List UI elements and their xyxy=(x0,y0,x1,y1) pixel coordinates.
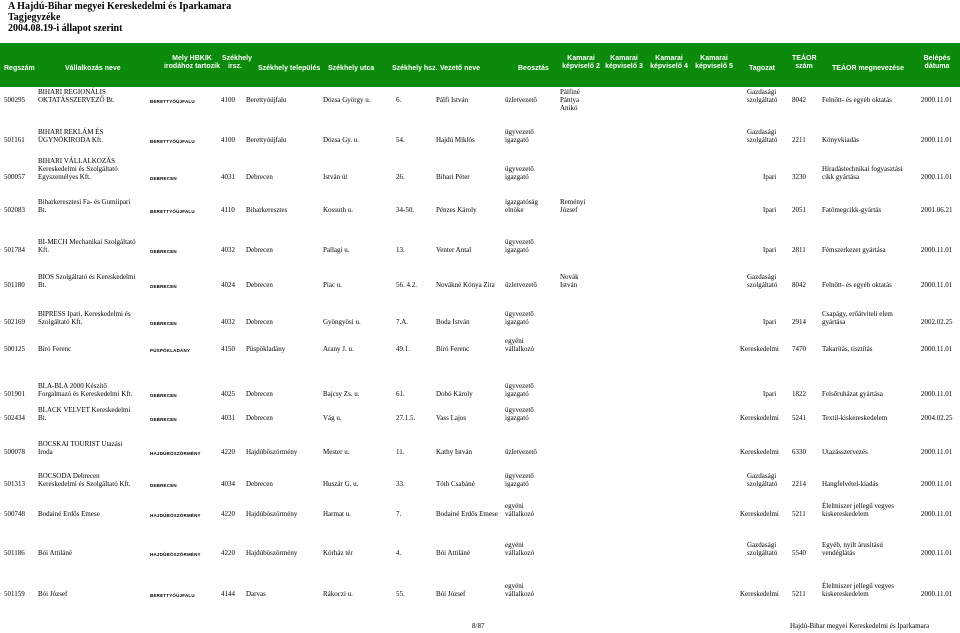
cell-tagozat: Ipari xyxy=(763,173,777,181)
col-szekhely-irsz: Székhely irsz. xyxy=(222,55,252,70)
cell-hsz: 33. xyxy=(396,480,405,488)
cell-regszam: 501159 xyxy=(4,590,25,598)
cell-tagozat: Kereskedelmi xyxy=(740,590,779,598)
cell-tagozat: szolgáltató xyxy=(747,549,778,557)
cell-vallalkozas-neve: Egyszemélyes Kft. xyxy=(38,173,91,181)
table-row xyxy=(0,472,960,494)
cell-belepes: 2004.02.25 xyxy=(921,414,953,422)
cell-teor-szam: 5211 xyxy=(792,510,806,518)
cell-regszam: 501161 xyxy=(4,136,25,144)
cell-beosztas: vállalkozó xyxy=(505,345,535,353)
cell-iroda: BERETTYÓÚJFALU xyxy=(150,99,195,104)
cell-irsz: 4031 xyxy=(221,414,235,422)
cell-telepules: Debrecen xyxy=(246,414,273,422)
cell-regszam: 501901 xyxy=(4,390,25,398)
cell-telepules: Debrecen xyxy=(246,318,273,326)
cell-beosztas: igazgató xyxy=(505,390,529,398)
cell-iroda: DEBRECEN xyxy=(150,176,177,181)
cell-irsz: 4025 xyxy=(221,390,235,398)
cell-iroda: DEBRECEN xyxy=(150,284,177,289)
cell-beosztas: igazgató xyxy=(505,414,529,422)
cell-vallalkozas-neve: BI-MECH Mechanikai Szolgáltató xyxy=(38,238,136,246)
cell-beosztas: ügyvezető xyxy=(505,238,534,246)
table-row xyxy=(0,582,960,612)
cell-hsz: 4. xyxy=(396,549,402,557)
cell-tagozat: Gazdasági xyxy=(747,128,777,136)
cell-telepules: Berettyóújfalu xyxy=(246,136,287,144)
cell-utca: Kossuth u. xyxy=(323,206,353,214)
col-szekhely-telepules: Székhely település xyxy=(258,65,321,72)
cell-hsz: 7. xyxy=(396,510,402,518)
cell-vallalkozas-neve: BIPRESS Ipari, Kereskedelmi és xyxy=(38,310,131,318)
cell-beosztas: igazgató xyxy=(505,246,529,254)
cell-irsz: 4110 xyxy=(221,206,235,214)
cell-telepules: Debrecen xyxy=(246,480,273,488)
cell-tagozat: Gazdasági xyxy=(747,472,777,480)
cell-vallalkozas-neve: BIHARI REKLÁM ÉS xyxy=(38,128,104,136)
cell-regszam: 502434 xyxy=(4,414,25,422)
cell-vallalkozas-neve: BIHARI REGIONÁLIS xyxy=(38,88,106,96)
cell-regszam: 502083 xyxy=(4,206,25,214)
col-tagozat: Tagozat xyxy=(749,65,775,72)
cell-beosztas: ügyvezető xyxy=(505,382,534,390)
col-kepviselo-3: Kamarai képviselő 3 xyxy=(605,55,643,70)
table-row xyxy=(0,406,960,428)
cell-telepules: Darvas xyxy=(246,590,266,598)
table-row xyxy=(0,88,960,110)
cell-teor-megnevezes: Élelmiszer jellegű vegyes xyxy=(822,582,894,590)
cell-kepviselo: Pántya xyxy=(560,96,580,104)
cell-iroda: BERETTYÓÚJFALU xyxy=(150,209,195,214)
cell-beosztas: egyéni xyxy=(505,582,524,590)
table-row xyxy=(0,541,960,571)
col-szekhely-utca: Székhely utca xyxy=(328,65,375,72)
col-beosztas: Beosztás xyxy=(518,65,549,72)
cell-irsz: 4100 xyxy=(221,96,235,104)
cell-utca: Piac u. xyxy=(323,281,343,289)
cell-kepviselo: Anikó xyxy=(560,104,578,112)
cell-telepules: Püspökladány xyxy=(246,345,286,353)
cell-tagozat: Kereskedelmi xyxy=(740,510,779,518)
cell-teor-szam: 1822 xyxy=(792,390,806,398)
cell-vallalkozas-neve: BIHARI VÁLLALKOZÁS xyxy=(38,157,116,165)
cell-vezeto: Bihari Péter xyxy=(436,173,470,181)
cell-teor-szam: 8042 xyxy=(792,281,806,289)
cell-vallalkozas-neve: Bt. xyxy=(38,414,47,422)
cell-regszam: 501186 xyxy=(4,549,25,557)
cell-vallalkozas-neve: Kereskedelmi és Szolgáltató xyxy=(38,165,118,173)
cell-belepes: 2000.11.01 xyxy=(921,590,953,598)
cell-teor-megnevezes: Hangfelvétel-kiadás xyxy=(822,480,879,488)
cell-belepes: 2000.11.01 xyxy=(921,549,953,557)
cell-teor-megnevezes: vendéglátás xyxy=(822,549,856,557)
cell-telepules: Berettyóújfalu xyxy=(246,96,287,104)
cell-teor-szam: 2211 xyxy=(792,136,806,144)
cell-vezeto: Boda István xyxy=(436,318,470,326)
cell-irsz: 4024 xyxy=(221,281,235,289)
cell-utca: Arany J. u. xyxy=(323,345,354,353)
cell-hsz: 13. xyxy=(396,246,405,254)
cell-vezeto: Hajdú Miklós xyxy=(436,136,475,144)
cell-vezeto: Tóth Csabáné xyxy=(436,480,475,488)
cell-irsz: 4150 xyxy=(221,345,235,353)
cell-iroda: HAJDÚBÖSZÖRMÉNY xyxy=(150,451,201,456)
cell-irsz: 4032 xyxy=(221,246,235,254)
cell-belepes: 2000.11.01 xyxy=(921,345,953,353)
cell-iroda: BERETTYÓÚJFALU xyxy=(150,593,195,598)
cell-utca: Kórház tér xyxy=(323,549,353,557)
cell-beosztas: igazgatóság xyxy=(505,198,539,206)
cell-teor-megnevezes: cikk gyártása xyxy=(822,173,860,181)
cell-teor-megnevezes: Felnőtt- és egyéb oktatás xyxy=(822,281,892,289)
cell-teor-szam: 7470 xyxy=(792,345,806,353)
table-row xyxy=(0,382,960,404)
cell-regszam: 500125 xyxy=(4,345,25,353)
cell-belepes: 2000.11.01 xyxy=(921,448,953,456)
cell-vezeto: Venter Antal xyxy=(436,246,472,254)
cell-iroda: HAJDÚBÖSZÖRMÉNY xyxy=(150,552,201,557)
cell-teor-szam: 3230 xyxy=(792,173,806,181)
cell-teor-megnevezes: Felnőtt- és egyéb oktatás xyxy=(822,96,892,104)
cell-teor-megnevezes: kiskereskedelem xyxy=(822,510,869,518)
cell-tagozat: szolgáltató xyxy=(747,96,778,104)
cell-teor-megnevezes: Textil-kiskereskedelem xyxy=(822,414,888,422)
cell-telepules: Debrecen xyxy=(246,246,273,254)
cell-vezeto: Dobó Károly xyxy=(436,390,473,398)
table-row xyxy=(0,157,960,187)
cell-beosztas: igazgató xyxy=(505,318,529,326)
col-vezeto-neve: Vezető neve xyxy=(440,65,481,72)
cell-belepes: 2001.06.21 xyxy=(921,206,953,214)
cell-teor-szam: 6330 xyxy=(792,448,806,456)
cell-iroda: PÜSPÖKLADÁNY xyxy=(150,348,191,353)
cell-kepviselo: Novák xyxy=(560,273,579,281)
table-row xyxy=(0,198,960,220)
cell-beosztas: igazgató xyxy=(505,173,529,181)
col-teor-megnevezes: TEÁOR megnevezése xyxy=(832,65,904,72)
cell-teor-megnevezes: Fémszerkezet gyártása xyxy=(822,246,886,254)
cell-vezeto: Bói József xyxy=(436,590,466,598)
cell-beosztas: ügyvezető xyxy=(505,310,534,318)
cell-iroda: DEBRECEN xyxy=(150,393,177,398)
cell-vallalkozas-neve: Bt. xyxy=(38,206,47,214)
cell-beosztas: üzletvezető xyxy=(505,448,537,456)
cell-teor-szam: 8042 xyxy=(792,96,806,104)
page-number: 8/87 xyxy=(472,622,485,630)
cell-iroda: BERETTYÓÚJFALU xyxy=(150,139,195,144)
col-hbkik-iroda: Mely HBKIK irodához tartozik xyxy=(163,55,220,70)
cell-vallalkozas-neve: Bói József xyxy=(38,590,68,598)
cell-hsz: 6. xyxy=(396,96,402,104)
cell-vezeto: Bodainé Erdős Emese xyxy=(436,510,498,518)
cell-regszam: 501313 xyxy=(4,480,25,488)
cell-teor-megnevezes: Csapágy, erőátviteli elem xyxy=(822,310,893,318)
cell-utca: Mester u. xyxy=(323,448,350,456)
cell-vallalkozas-neve: BIOS Szolgáltató és Kereskedelmi xyxy=(38,273,136,281)
col-szekhely-hsz: Székhely hsz. xyxy=(392,65,438,72)
col-kepviselo-5: Kamarai képviselő 5 xyxy=(695,55,733,70)
cell-telepules: Debrecen xyxy=(246,281,273,289)
col-belepes-datuma: Belépés dátuma xyxy=(923,55,951,70)
cell-beosztas: üzletvezető xyxy=(505,281,537,289)
cell-telepules: Biharkeresztes xyxy=(246,206,288,214)
cell-tagozat: szolgáltató xyxy=(747,136,778,144)
cell-beosztas: egyéni xyxy=(505,541,524,549)
cell-beosztas: ügyvezető xyxy=(505,472,534,480)
title-line-3: 2004.08.19-i állapot szerint xyxy=(8,23,123,34)
cell-irsz: 4034 xyxy=(221,480,235,488)
cell-vezeto: Pálfi István xyxy=(436,96,469,104)
cell-vezeto: Bói Attiláné xyxy=(436,549,471,557)
cell-teor-szam: 2214 xyxy=(792,480,806,488)
cell-tagozat: Ipari xyxy=(763,318,777,326)
cell-iroda: HAJDÚBÖSZÖRMÉNY xyxy=(150,513,201,518)
cell-beosztas: egyéni xyxy=(505,337,524,345)
cell-regszam: 501180 xyxy=(4,281,25,289)
cell-vallalkozas-neve: Forgalmazó és Kereskedelmi Kft. xyxy=(38,390,133,398)
cell-iroda: DEBRECEN xyxy=(150,417,177,422)
cell-regszam: 500078 xyxy=(4,448,25,456)
cell-vezeto: Vass Lajos xyxy=(436,414,467,422)
cell-irsz: 4220 xyxy=(221,510,235,518)
cell-beosztas: ügyvezető xyxy=(505,128,534,136)
cell-vallalkozas-neve: Biharkeresztesi Fa- és Gumiipari xyxy=(38,198,131,206)
cell-belepes: 2000.11.01 xyxy=(921,136,953,144)
cell-kepviselo: Pálfiné xyxy=(560,88,580,96)
cell-regszam: 502169 xyxy=(4,318,25,326)
cell-vallalkozas-neve: Bíró Ferenc xyxy=(38,345,72,353)
cell-kepviselo: Reményi xyxy=(560,198,586,206)
cell-vallalkozas-neve: Iroda xyxy=(38,448,53,456)
cell-iroda: DEBRECEN xyxy=(150,483,177,488)
cell-tagozat: Ipari xyxy=(763,390,777,398)
cell-belepes: 2000.11.01 xyxy=(921,390,953,398)
cell-beosztas: vállalkozó xyxy=(505,549,535,557)
cell-irsz: 4031 xyxy=(221,173,235,181)
cell-telepules: Hajdúböszörmény xyxy=(246,448,298,456)
cell-tagozat: Kereskedelmi xyxy=(740,414,779,422)
cell-belepes: 2000.11.01 xyxy=(921,96,953,104)
cell-vezeto: Bíró Ferenc xyxy=(436,345,470,353)
cell-teor-megnevezes: Egyéb, nyilt árusítású xyxy=(822,541,883,549)
cell-utca: Pallagi u. xyxy=(323,246,350,254)
cell-teor-szam: 5211 xyxy=(792,590,806,598)
cell-vallalkozas-neve: Bói Attiláné xyxy=(38,549,73,557)
cell-regszam: 500295 xyxy=(4,96,25,104)
cell-beosztas: elnöke xyxy=(505,206,524,214)
col-kepviselo-2: Kamarai képviselő 2 xyxy=(562,55,600,70)
cell-teor-szam: 2811 xyxy=(792,246,806,254)
cell-vallalkozas-neve: Kft. xyxy=(38,246,50,254)
cell-vallalkozas-neve: OKTATÁSSZERVEZŐ Bt. xyxy=(38,96,115,104)
cell-vallalkozas-neve: Bodainé Erdős Emese xyxy=(38,510,100,518)
cell-irsz: 4220 xyxy=(221,448,235,456)
cell-hsz: 27.1.5. xyxy=(396,414,416,422)
cell-utca: Rákoczi u. xyxy=(323,590,353,598)
cell-vezeto: Pénzes Károly xyxy=(436,206,477,214)
cell-tagozat: Ipari xyxy=(763,246,777,254)
cell-teor-megnevezes: gyártása xyxy=(822,318,846,326)
cell-belepes: 2000.11.01 xyxy=(921,246,953,254)
cell-teor-megnevezes: Híradástechnikai fogyasztási xyxy=(822,165,903,173)
col-vallalkozas-neve: Vállalkozás neve xyxy=(65,65,121,72)
cell-kepviselo: József xyxy=(560,206,578,214)
col-teor-szam: TEÁOR szám xyxy=(792,55,817,70)
cell-irsz: 4144 xyxy=(221,590,235,598)
cell-telepules: Debrecen xyxy=(246,173,273,181)
cell-beosztas: igazgató xyxy=(505,480,529,488)
cell-beosztas: egyéni xyxy=(505,502,524,510)
cell-vallalkozas-neve: ÜGYNÖKIRODA Kft. xyxy=(38,136,103,144)
cell-teor-szam: 2914 xyxy=(792,318,806,326)
cell-hsz: 56. 4.2. xyxy=(396,281,417,289)
cell-vallalkozas-neve: Szolgáltató Kft. xyxy=(38,318,83,326)
footer-org: Hajdú-Bihar megyei Kereskedelmi és Iparkamara xyxy=(790,622,930,630)
cell-tagozat: Ipari xyxy=(763,206,777,214)
cell-utca: Gyöngyösi u. xyxy=(323,318,361,326)
cell-vallalkozas-neve: BOCSKAI TOURIST Utazási xyxy=(38,440,123,448)
cell-vallalkozas-neve: BOCSODA Debrecen xyxy=(38,472,100,480)
cell-utca: Huszár G. u. xyxy=(323,480,359,488)
cell-tagozat: Gazdasági xyxy=(747,541,777,549)
title-line-2: Tagjegyzéke xyxy=(8,12,61,23)
cell-tagozat: szolgáltató xyxy=(747,281,778,289)
cell-teor-megnevezes: Felsőruházat gyártása xyxy=(822,390,883,398)
cell-belepes: 2000.11.01 xyxy=(921,281,953,289)
cell-teor-szam: 5241 xyxy=(792,414,806,422)
cell-telepules: Hajdúböszörmény xyxy=(246,549,298,557)
col-regszam: Regszám xyxy=(4,65,35,72)
cell-beosztas: vállalkozó xyxy=(505,590,535,598)
cell-regszam: 500057 xyxy=(4,173,25,181)
cell-teor-szam: 2051 xyxy=(792,206,806,214)
cell-tagozat: Gazdasági xyxy=(747,273,777,281)
cell-tagozat: Gazdasági xyxy=(747,88,777,96)
cell-telepules: Hajdúböszörmény xyxy=(246,510,298,518)
cell-hsz: 26. xyxy=(396,173,405,181)
cell-irsz: 4220 xyxy=(221,549,235,557)
cell-teor-szam: 5540 xyxy=(792,549,806,557)
cell-irsz: 4100 xyxy=(221,136,235,144)
col-kepviselo-4: Kamarai képviselő 4 xyxy=(650,55,688,70)
table-row xyxy=(0,310,960,332)
cell-hsz: 11. xyxy=(396,448,405,456)
title-line-1: A Hajdú-Bihar megyei Kereskedelmi és Iparkamara xyxy=(8,1,232,12)
cell-beosztas: ügyvezető xyxy=(505,165,534,173)
table-row xyxy=(0,128,960,150)
table-row xyxy=(0,502,960,532)
cell-beosztas: vállalkozó xyxy=(505,510,535,518)
cell-telepules: Debrecen xyxy=(246,390,273,398)
cell-hsz: 7.A. xyxy=(396,318,409,326)
cell-teor-megnevezes: Utazásszervezés xyxy=(822,448,868,456)
cell-hsz: 54. xyxy=(396,136,405,144)
cell-regszam: 501784 xyxy=(4,246,25,254)
cell-tagozat: Kereskedelmi xyxy=(740,345,779,353)
cell-utca: Harmat u. xyxy=(323,510,351,518)
cell-teor-megnevezes: Könyvkiadás xyxy=(822,136,859,144)
cell-hsz: 49.1. xyxy=(396,345,410,353)
cell-vezeto: Novákné Kónya Zita xyxy=(436,281,495,289)
cell-vallalkozas-neve: BLACK VELVET Kereskedelmi xyxy=(38,406,131,414)
cell-belepes: 2002.02.25 xyxy=(921,318,953,326)
cell-regszam: 500748 xyxy=(4,510,25,518)
cell-beosztas: ügyvezető xyxy=(505,406,534,414)
cell-utca: Dózsa Gy. u. xyxy=(323,136,360,144)
cell-teor-megnevezes: Fatömegcikk-gyártás xyxy=(822,206,882,214)
table-row xyxy=(0,238,960,260)
cell-vezeto: Kathy István xyxy=(436,448,472,456)
cell-utca: Bajcsy Zs. u. xyxy=(323,390,360,398)
cell-teor-megnevezes: Élelmiszer jellegű vegyes xyxy=(822,502,894,510)
cell-iroda: DEBRECEN xyxy=(150,249,177,254)
cell-utca: István út xyxy=(323,173,348,181)
cell-hsz: 55. xyxy=(396,590,405,598)
table-header xyxy=(0,43,960,87)
cell-irsz: 4032 xyxy=(221,318,235,326)
cell-utca: Vág u. xyxy=(323,414,342,422)
cell-teor-megnevezes: kiskereskedelem xyxy=(822,590,869,598)
cell-beosztas: üzletvezető xyxy=(505,96,537,104)
cell-belepes: 2000.11.01 xyxy=(921,480,953,488)
cell-utca: Dózsa György u. xyxy=(323,96,371,104)
cell-tagozat: szolgáltató xyxy=(747,480,778,488)
cell-kepviselo: István xyxy=(560,281,578,289)
cell-vallalkozas-neve: Bt. xyxy=(38,281,47,289)
cell-belepes: 2000.11.01 xyxy=(921,510,953,518)
cell-beosztas: igazgató xyxy=(505,136,529,144)
cell-vallalkozas-neve: BLA-BLA 2000 Készítő xyxy=(38,382,107,390)
cell-iroda: DEBRECEN xyxy=(150,321,177,326)
cell-belepes: 2000.11.01 xyxy=(921,173,953,181)
cell-tagozat: Kereskedelmi xyxy=(740,448,779,456)
table-row xyxy=(0,337,960,367)
cell-teor-megnevezes: Takarítás, tisztítás xyxy=(822,345,873,353)
table-row xyxy=(0,273,960,295)
cell-hsz: 34-50. xyxy=(396,206,415,214)
cell-vallalkozas-neve: Kereskedelmi és Szolgáltató Kft. xyxy=(38,480,131,488)
table-row xyxy=(0,440,960,462)
document-title xyxy=(8,1,231,34)
cell-hsz: 61. xyxy=(396,390,405,398)
